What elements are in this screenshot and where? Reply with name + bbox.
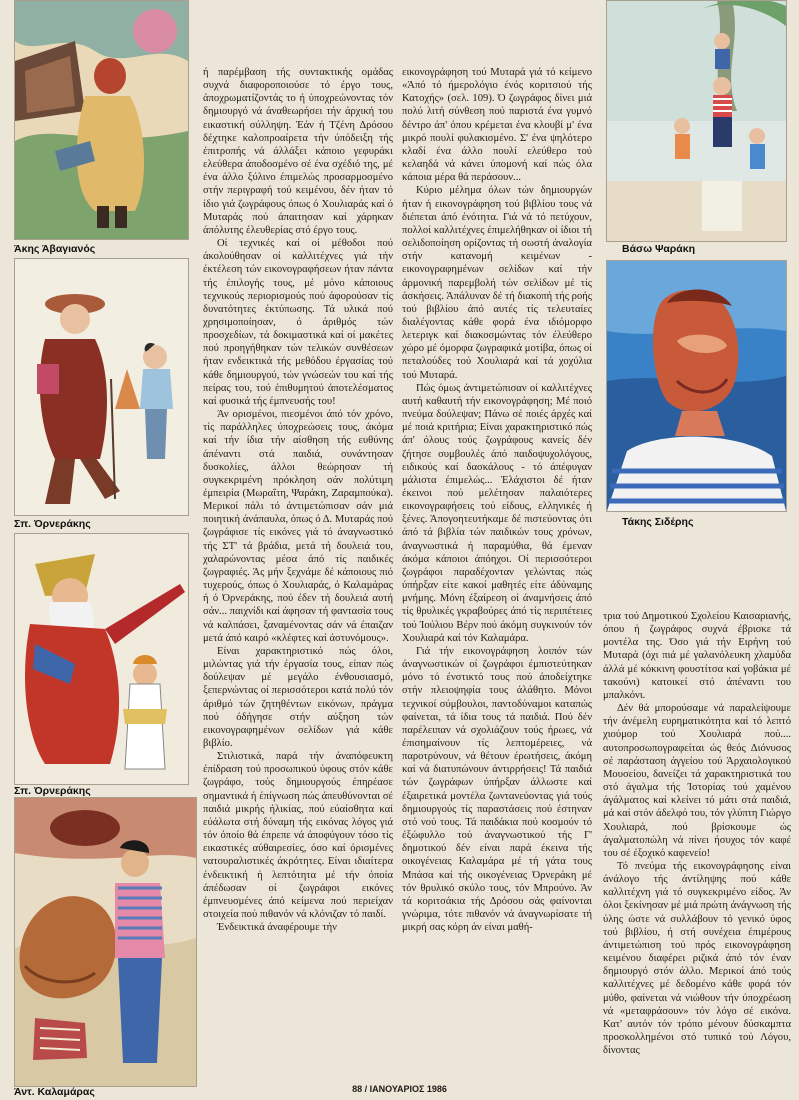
text-column-1: [203, 66, 393, 934]
illustration-psaraki-art: [607, 1, 786, 241]
paragraph: Στιλιστικά, παρά τήν άναπόφευκτη έπίδραση τού προσωπικού ύφους στόν κάθε ζωγράφο, τούς δημιουργούς έπηρέασε σημαντικά ή έπίγνωση πώς άπευθύνονται σέ παιδιά μικρής ήλικίας, πού εύαίσθητα καί εύάλωτα στή δύναμη τής εικόνας λόγος γιά τόν όποίο θά έπρεπε νά άποφύγουν τόσο τίς εικαστικές αύθαιρεσίες, όσο καί όρισμένες νατουραλιστικές άκρότητες. Είναι ιδιαίτερα ένδεικτική ή λεπτότητα μέ τήν όποία άπέδωσαν οί ζωγράφοι εικόνες έμπνευσμένες άπό κείμενα πού περιείχαν στοιχεία πού πιθανόν νά κλόνιζαν τό παιδί.: [203, 751, 393, 920]
paragraph: Κύριο μέλημα όλων τών δημιουργών ήταν ή εικονογράφηση τού βιβλίου τους νά διέπεται άπό ένότητα. Γιά νά τό πετύχουν, πολλοί καλλιτέχνες έπιμελήθηκαν οί ίδιοι τή σελιδοποίηση ορίζοντας τή σωστή άναλογία στήν κατανομή κειμένων - εικονογραφημένων σελίδων καί τήν άρμονική παρεμβολή τών σελίδων μέ τίς άσκήσεις. Άπάλυναν δέ τή διακοπή τής ροής τού βιβλίου άπό αυτές τίς τελευταίες διαλέγοντας κάθε φορά ένα ιδιόμορφο λετεριγκ καί διακοσμώντας τόν έλεύθερο χώρο μέ όμορφα ζωγραφικά μοτίβα, όπως οί πεταλούδες τού Χουλιαρά καί τά χοχύλια τού Μυταρά.: [402, 185, 592, 381]
illustration-psaraki: [606, 0, 787, 242]
caption-avagianos: Άκης Άβαγιανός: [14, 243, 96, 255]
caption-psaraki: Βάσω Ψαράκη: [622, 243, 695, 255]
paragraph: ή παρέμβαση τής συντακτικής ομάδας συχνά διαφοροποιούσε τό έργο τους, άποχρωματίζοντάς το ή ύποχρεώνοντας τόν δημιουργό νά άναθεωρήσει τήν άρχική του εικαστική σύλληψη. Έάν ή Τζένη Δρόσου δέχτηκε καλοπροαίρετα τήν ύπόδειξη τής έπιτροπής νά άλλάξει κάποιο γεφυράκι ελεύθερα άποδοσμένο σέ ένα σχέδιό της, μέ ένα άλλο ξύλινο έπιμελώς προσαρμοσμένο στήν περιγραφή τού κειμένου, δέν ήταν τό ίδιο γιά ζωγράφους όπως ό Χουλιαράς καί ό Μυταράς πού άπαιτησαν καί χάρηκαν άπόλυτης έλευθερίας στό έργο τους.: [203, 67, 393, 236]
illustration-kalamaras: [14, 797, 197, 1087]
illustration-avagianos-art: [15, 1, 188, 239]
illustration-ornerakis-1-art: [15, 259, 188, 515]
paragraph: Δέν θά μπορούσαμε νά παραλείψουμε τήν άνέμελη ευρηματικότητα καί τό λεπτό χιούμορ τού Χουλιαρά πού.... αυτοπροσωπογραφείται ώς θεός Διόνυσος σέ παράσταση άγγείου τού Άρχαιολογικού Μουσείου, δανείζει τά χαρακτηριστικά του στό άγαλμα τής Ίστορίας τού χαμένου άγάλματος καί κλείνει τό μάτι στά παιδιά, μά καί στόν άδελφό του, τόν γλύπτη Γιώργο Χουλιαρά, πού βρίσκουμε ώς άγαλματοπώλη νά πίνει ήσυχος τόν καφέ του σέ έξοχικό καφενείο!: [603, 703, 791, 859]
paragraph: Γιά τήν εικονογράφηση λοιπόν τών άναγνωστικών οί ζωγράφοι έμπιστεύτηκαν μόνο τό ένστικτό τους πού άποδείχτηκε στήν πλειοψηφία τους άλάθητο. Μόνοι τεχνικοί σύμβουλοι, παντοδύναμοι καταπώς φαίνεται, τά ίδια τους τά παιδιά. Πού δέν παρέλειπαν νά σχολιάζουν τούς ήρωες, νά έπισημαίνουν τίς λεπτομέρειες, νά παροτρύνουν, νά θέτουν έρωτήσεις, άκόμη καί νά διατυπώνουν άντιρρήσεις! Τά παιδιά τών ζωγράφων ύπήρξαν άλλωστε καί έξαιρετικά μοντέλα ζωντανεύοντας γιά τούς δημιουργούς τίς παραστάσεις πού έστηναν στό νού τους. Τά παιδάκια πού κοσμούν τό έξώφυλλο τού άναγνωστικού τής Γ' δημοτικού δέν είναι παρά έκεινα τής οικογένειας Καλαμάρα μέ τή γάτα τους Μπάσα καί τής οικογένειας Όρνεράκη μέ τόν θρυλικό σκύλο τους, τόν Μπρούνο. Άν τά κοριτσάκια τής Δρόσου σάς φαίνονται γνώριμα, τότε πιθανόν νά άναγνωρίσατε τή μικρή σας κόρη άν είναι μαθή-: [402, 645, 592, 934]
illustration-ornerakis-1: [14, 258, 189, 516]
caption-sideris: Τάκης Σιδέρης: [622, 516, 694, 528]
paragraph: Ένδεικτικά άναφέρουμε τήν: [217, 922, 337, 934]
text-column-2: [402, 66, 592, 934]
paragraph: Πώς όμως άντιμετώπισαν οί καλλιτέχνες αυτή καθαυτή τήν εικονογράφηση; Μέ ποιό πνεύμα δούλεψαν; Πάνω σέ ποιές άρχές καί μέ ποιά κριτήρια; Είναι χαρακτηριστικό πώς άπ' όλους τούς ζωγράφους κανείς δέν ζήτησε συμβουλές άπό παιδοψυχολόγους, ειδικούς καί δασκάλους - τό άπέφυγαν μάλιστα έπιμελώς... Έλάχιστοι δέ ήταν έκεινοι πού μελέτησαν παλαιότερες εικονογραφήσεις τού είδους, ελληνικές ή ξένες. Άπογοητευτήκαμε δέ πιστεύοντας ότι άπό τά βιβλία τών παιδικών τους χρόνων, άναγνωστικά ή παραμύθια, θά έμεναν άκόμα κάποιοι άπόηχοι. Οί περισσότεροι ζωγράφοι παραδέχονταν γελώντας πώς ύπήρξαν είτε κακοί μαθητές είτε άδύναμης μνήμης. Μόνη έξαίρεση οί άναμνήσεις άπό τίς θρυλικές γκραβούρες άπό τίς περιπέτειες τού Ίούλιου Βέρν πού άκόμη συγκινούν τόν Χουλιαρά καί τόν Καλαμάρα.: [402, 382, 592, 644]
paragraph: Οί τεχνικές καί οί μέθοδοι πού άκολούθησαν οί καλλιτέχνες γιά τήν έκτέλεση τών εικονογραφήσεων ήταν πάντα τής έπιλογής τους, μέ μόνο κάποιους τεχνικούς περιορισμούς πού άφορούσαν τίς δυνατότητες έκτύπωσης. Τά υλικά πού χρησιμοποίησαν, ό άριθμός τών προσχεδίων, τά δοκιμαστικά καί οί μακέτες πού προηγήθηκαν τών τελικών συνθέσεων ήταν ενδεικτικά τής μεθόδου έργασίας τού κάθε δημιουργού, τών γνώσεών του καί τής πείρας του, τού έπιθυμητού άποτελέσματος καί φυσικά τής έμπνευσής του!: [203, 238, 393, 407]
paragraph: Άν ορισμένοι, πιεσμένοι άπό τόν χρόνο, τίς παράλληλες ύποχρεώσεις τους, άκόμα καί τήν ίδια τήν αίσθηση τής ευθύνης άπέναντι στά παιδιά, συνάντησαν δυσκολίες, άλλοι θεώρησαν τή συγκεκριμένη πρόκληση σάν πολύτιμη έμπειρία (Μωραΐτη, Ψαράκη, Ζαραμπούκα). Μερικοί πάλι τό άντιμετώπισαν σάν μιά ποιητική άνάπαυλα, όπως ό Δ. Μυταράς πού ζωγράφισε τίς εικόνες γιά τό άναγνωστικό τής ΣΤ' τά βράδια, μετά τή δουλειά του, χαλαρώνοντας μέσα άπό τίς παιδικές ζωγραφιές. Άς μήν ξεχνάμε δέ κάποιους πιό τυχερούς, όπως ό Χουλιαράς, ό Καλαμάρας ή ό Όρνεράκης, πού έδεν τή δουλειά αυτή σάν... παιχνίδι καί άφησαν τή φαντασία τους νά καλπάσει, ξαναμένοντας σάν νά έπαιζαν μετά άπό καιρό «κλέφτες καί άστυνόμους».: [203, 409, 393, 644]
text-column-3: [603, 610, 791, 1057]
caption-ornerakis-1: Σπ. Όρνεράκης: [14, 518, 91, 530]
illustration-ornerakis-2-art: [15, 534, 188, 784]
illustration-kalamaras-art: [15, 798, 196, 1086]
paragraph: εικονογράφηση τού Μυταρά γιά τό κείμενο «Άπό τό ήμερολόγιο ένός κοριτσιού τής Κατοχής» (σελ. 109). Ό ζωγράφος δίνει μιά πολύ λιτή σύνθεση πού παριστά ένα γυμνό δέντρο άπ' όπου κρέμεται ένα κλουβί μ' ένα μικρό πουλί φυλακισμένο. Σ' ένα ψηλότερο κλαδί ένα άλλο πουλί ελεύθερο τού κελαηδά νά κάνει ύπομονή καί πώς όλα κάποια μέρα θά περάσουν...: [402, 67, 592, 184]
paragraph: Τό πνεύμα τής εικονογράφησης είναι άνάλογο τής άντίληψης πού κάθε καλλιτέχνη γιά τό συγκεκριμένο είδος. Άν όλοι ξεκίνησαν μέ μιά πρώτη άνάγνωση τής ύλης ώστε νά συλλάβουν τό γενικό ύφος τού βιβλίου, ή στή συνέχεια έπιμέρους άντιμετώπιση τού πρός εικονογράφηση κειμένου διαφέρει ριζικά άπό τόν έναν δημιουργό στόν άλλο. Μερικοί άπό τούς καλλιτέχνες μέ δεδομένο κάθε φορά τόν μύθο, φαίνεται νά νιώθουν τήν ύποχρέωση νά «μεταφράσουν» τόν λόγο σέ εικόνα. Κατ' αυτόν τόν τρόπο μένουν δύσκαμπτα προσκολλημένοι στό τυπικό τού Λόγου, δίνοντας: [603, 860, 791, 1057]
caption-kalamaras: Άντ. Καλαμάρας: [14, 1086, 95, 1098]
illustration-sideris-art: [607, 261, 786, 511]
paragraph: Είναι χαρακτηριστικό πώς όλοι, μιλώντας γιά τήν έργασία τους, είπαν πώς δούλεψαν μέ μεγάλο ένθουσιασμό, ξεπερνώντας οί περισσότεροι κατά πολύ τόν άριθμό τών ζητηθέντων εικόνων, πράγμα πού όδήγησε στήν αύξηση τών εικονογραφημένων σελίδων γιά κάθε βιβλίο.: [203, 645, 393, 749]
illustration-avagianos: [14, 0, 189, 240]
page-footer: 88 / ΙΑΝΟΥΑΡΙΟΣ 1986: [352, 1084, 447, 1094]
paragraph: τρια τού Δημοτικού Σχολείου Καισαριανής, όπου ή ζωγράφος συχνά έβρισκε τά μοντέλα της. Όσο γιά τήν Ειρήνη τού Μυταρά (όχι πιά μέ γαλανόλευκη χλαμύδα άλλά μέ κόκκινη φουστίτσα καί γοβάκια μέ τακούνι) κατοικεί στό άπέναντι του μπαλκόνι.: [603, 611, 791, 701]
illustration-sideris: [606, 260, 787, 512]
illustration-ornerakis-2: [14, 533, 189, 785]
caption-ornerakis-2: Σπ. Όρνεράκης: [14, 785, 91, 797]
